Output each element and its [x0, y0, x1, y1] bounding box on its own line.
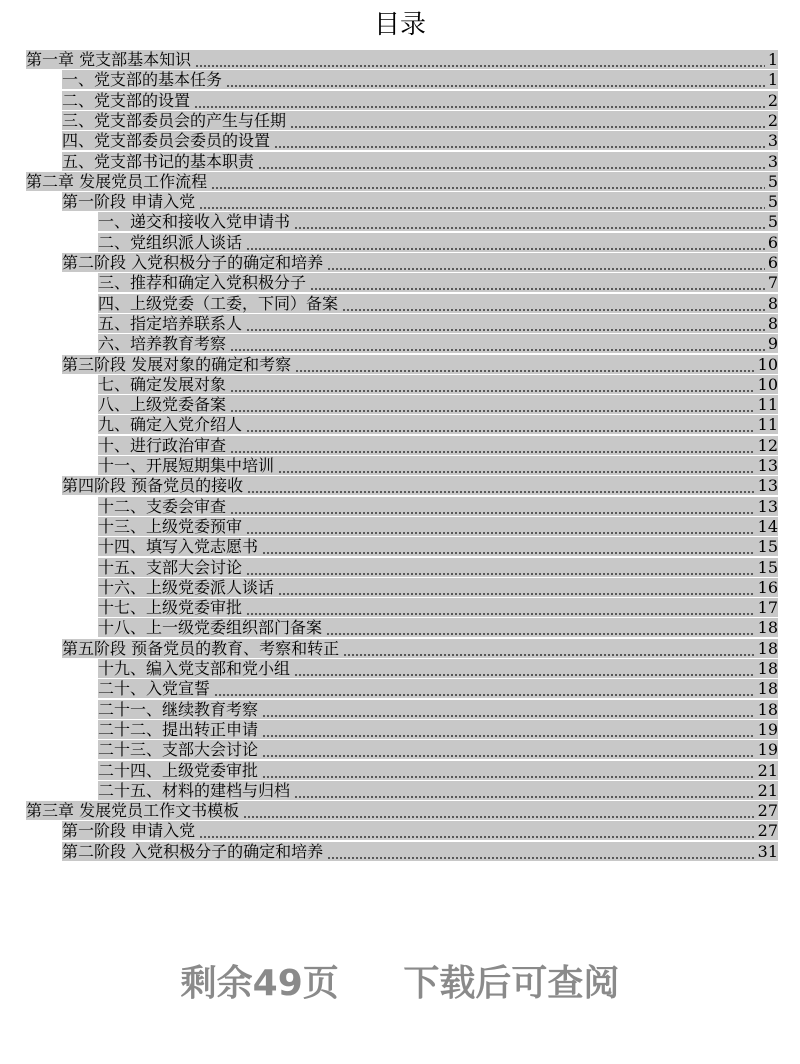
toc-leader-dots — [343, 639, 755, 658]
toc-entry[interactable] — [98, 700, 778, 719]
toc-entry-page-number: 14 — [757, 516, 778, 536]
toc-entry-page-number: 13 — [757, 456, 778, 475]
toc-entry[interactable] — [62, 842, 778, 861]
toc-entry-page-number: 15 — [757, 557, 778, 577]
toc-entry-title: 三、推荐和确定入党积极分子 — [98, 273, 307, 293]
toc-entry-title: 八、上级党委备案 — [98, 395, 227, 415]
toc-entry[interactable] — [98, 334, 778, 353]
toc-entry-title: 十、进行政治审查 — [98, 435, 227, 455]
toc-entry[interactable] — [98, 558, 778, 577]
toc-entry-title: 第五阶段 预备党员的教育、考察和转正 — [62, 638, 340, 658]
toc-leader-dots — [194, 91, 765, 110]
page-title: 目录 — [373, 10, 426, 40]
toc-entry[interactable] — [98, 436, 778, 455]
toc-leader-dots — [230, 497, 755, 516]
toc-entry-page-number: 21 — [757, 780, 778, 800]
toc-leader-dots — [230, 395, 755, 414]
toc-entry[interactable] — [62, 639, 778, 658]
toc-leader-dots — [246, 598, 755, 617]
toc-leader-dots — [246, 233, 765, 252]
toc-leader-dots — [246, 517, 755, 536]
toc-entry[interactable] — [26, 801, 778, 820]
toc-entry[interactable] — [62, 70, 778, 89]
toc-entry[interactable] — [62, 131, 778, 150]
toc-entry[interactable] — [98, 294, 778, 313]
toc-entry-page-number: 18 — [757, 679, 778, 699]
toc-entry[interactable] — [62, 111, 778, 130]
toc-entry[interactable] — [98, 233, 778, 252]
toc-entry[interactable] — [98, 781, 778, 800]
toc-entry-title: 二十二、提出转正申请 — [98, 719, 259, 739]
toc-entry-page-number: 3 — [767, 131, 778, 151]
toc-entry-page-number: 11 — [757, 415, 778, 435]
toc-leader-dots — [262, 537, 755, 556]
toc-entry[interactable] — [98, 537, 778, 556]
toc-entry[interactable] — [98, 273, 778, 292]
toc-entry-title: 一、递交和接收入党申请书 — [98, 212, 291, 232]
toc-entry-title: 二十五、材料的建档与归档 — [98, 780, 291, 800]
toc-entry-title: 第一章 党支部基本知识 — [26, 50, 192, 69]
toc-leader-dots — [262, 720, 755, 739]
toc-entry-title: 九、确定入党介绍人 — [98, 415, 243, 435]
toc-entry-title: 十五、支部大会讨论 — [98, 557, 243, 577]
remaining-pages-text: 剩余49页 — [180, 963, 339, 1004]
toc-entry-page-number: 18 — [757, 638, 778, 658]
toc-entry-page-number: 12 — [757, 435, 778, 455]
toc-entry-page-number: 8 — [767, 293, 778, 313]
toc-leader-dots — [278, 456, 755, 475]
toc-entry-page-number: 8 — [767, 313, 778, 333]
toc-entry-page-number: 18 — [757, 659, 778, 678]
download-to-view-text: 下载后可查阅 — [403, 963, 620, 1004]
toc-leader-dots — [247, 476, 755, 495]
toc-entry[interactable] — [98, 659, 778, 678]
toc-leader-dots — [243, 801, 755, 820]
toc-entry-title: 第一阶段 申请入党 — [62, 821, 196, 841]
toc-entry-title: 十六、上级党委派人谈话 — [98, 577, 275, 597]
toc-entry-page-number: 1 — [767, 70, 778, 90]
toc-entry-page-number: 19 — [757, 719, 778, 739]
toc-entry-page-number: 6 — [767, 253, 778, 272]
toc-leader-dots — [274, 131, 765, 150]
toc-entry-page-number: 2 — [767, 110, 778, 130]
toc-leader-dots — [199, 192, 765, 211]
toc-entry[interactable] — [62, 91, 778, 110]
toc-entry[interactable] — [62, 476, 778, 495]
toc-entry-title: 三、党支部委员会的产生与任期 — [62, 110, 287, 130]
toc-entry[interactable] — [98, 720, 778, 739]
toc-entry-title: 十三、上级党委预审 — [98, 516, 243, 536]
toc-entry-title: 十九、编入党支部和党小组 — [98, 659, 291, 678]
toc-entry[interactable] — [98, 375, 778, 394]
toc-entry-title: 第四阶段 预备党员的接收 — [62, 476, 244, 496]
toc-leader-dots — [294, 212, 765, 231]
toc-leader-dots — [342, 294, 765, 313]
toc-entry-page-number: 10 — [757, 374, 778, 394]
toc-entry[interactable] — [26, 172, 778, 191]
toc-entry-page-number: 18 — [757, 618, 778, 638]
toc-entry-title: 五、党支部书记的基本职责 — [62, 151, 255, 171]
toc-leader-dots — [246, 314, 765, 333]
toc-entry[interactable] — [98, 740, 778, 759]
toc-entry-title: 第一阶段 申请入党 — [62, 192, 196, 212]
toc-leader-dots — [226, 70, 765, 89]
toc-leader-dots — [246, 415, 755, 434]
toc-entry-title: 六、培养教育考察 — [98, 334, 227, 354]
toc-entry-title: 四、党支部委员会委员的设置 — [62, 131, 271, 151]
toc-entry-page-number: 18 — [757, 699, 778, 719]
toc-leader-dots — [294, 781, 755, 800]
toc-leader-dots — [195, 50, 765, 69]
toc-leader-dots — [294, 659, 755, 678]
toc-leader-dots — [258, 152, 765, 171]
toc-entry-title: 二、党组织派人谈话 — [98, 232, 243, 252]
toc-leader-dots — [262, 700, 755, 719]
toc-leader-dots — [310, 273, 765, 292]
toc-leader-dots — [327, 842, 755, 861]
toc-leader-dots — [262, 740, 755, 759]
toc-entry-page-number: 11 — [757, 395, 778, 415]
toc-leader-dots — [214, 679, 755, 698]
toc-entry-title: 二十一、继续教育考察 — [98, 699, 259, 719]
toc-entry-page-number: 31 — [757, 841, 778, 861]
toc-leader-dots — [326, 618, 755, 637]
toc-entry-title: 十七、上级党委审批 — [98, 598, 243, 618]
toc-entry-title: 第三章 发展党员工作文书模板 — [26, 801, 240, 821]
toc-entry[interactable] — [62, 253, 778, 272]
toc-entry[interactable] — [62, 152, 778, 171]
toc-leader-dots — [211, 172, 765, 191]
toc-entry[interactable] — [98, 598, 778, 617]
toc-entry[interactable] — [98, 314, 778, 333]
toc-entry-page-number: 10 — [757, 354, 778, 374]
toc-entry-page-number: 5 — [767, 212, 778, 232]
toc-entry-title: 第二阶段 入党积极分子的确定和培养 — [62, 253, 324, 272]
toc-entry-title: 十四、填写入党志愿书 — [98, 537, 259, 557]
toc-leader-dots — [278, 578, 755, 597]
toc-entry-page-number: 9 — [767, 334, 778, 354]
toc-entry-title: 十二、支委会审查 — [98, 496, 227, 516]
toc-entry[interactable] — [98, 415, 778, 434]
toc-entry[interactable] — [98, 618, 778, 637]
toc-entry-page-number: 2 — [767, 90, 778, 110]
toc-entry-page-number: 17 — [757, 598, 778, 618]
toc-leader-dots — [290, 111, 765, 130]
toc-entry[interactable] — [98, 517, 778, 536]
toc-entry-page-number: 15 — [757, 537, 778, 557]
toc-entry-page-number: 27 — [757, 801, 778, 821]
toc-entry-title: 一、党支部的基本任务 — [62, 70, 223, 90]
toc-entry[interactable] — [98, 761, 778, 780]
toc-leader-dots — [230, 375, 755, 394]
toc-entry[interactable] — [98, 679, 778, 698]
toc-entry[interactable] — [62, 355, 778, 374]
toc-entry[interactable] — [98, 395, 778, 414]
download-notice[interactable] — [0, 960, 800, 1008]
toc-leader-dots — [295, 355, 755, 374]
toc-entry[interactable] — [98, 212, 778, 231]
toc-entry[interactable] — [26, 50, 778, 69]
toc-entry-page-number: 16 — [757, 577, 778, 597]
toc-leader-dots — [246, 558, 755, 577]
toc-leader-dots — [262, 761, 755, 780]
toc-entry-title: 十八、上一级党委组织部门备案 — [98, 618, 323, 638]
toc-entry[interactable] — [98, 578, 778, 597]
toc-entry[interactable] — [62, 192, 778, 211]
toc-entry[interactable] — [98, 456, 778, 475]
toc-entry-title: 二、党支部的设置 — [62, 90, 191, 110]
toc-entry-title: 第二章 发展党员工作流程 — [26, 171, 208, 191]
toc-entry-title: 二十三、支部大会讨论 — [98, 740, 259, 760]
toc-entry[interactable] — [62, 821, 778, 840]
toc-entry-title: 七、确定发展对象 — [98, 374, 227, 394]
toc-entry-page-number: 1 — [767, 50, 778, 69]
toc-entry-page-number: 6 — [767, 232, 778, 252]
toc-leader-dots — [199, 821, 755, 840]
toc-entry-title: 第二阶段 入党积极分子的确定和培养 — [62, 841, 324, 861]
toc-entry[interactable] — [98, 497, 778, 516]
toc-entry-title: 五、指定培养联系人 — [98, 313, 243, 333]
toc-entry-page-number: 13 — [757, 496, 778, 516]
toc-leader-dots — [230, 436, 755, 455]
toc-entry-page-number: 27 — [757, 821, 778, 841]
toc-entry-page-number: 5 — [767, 171, 778, 191]
toc-entry-title: 第三阶段 发展对象的确定和考察 — [62, 354, 292, 374]
toc-entry-title: 四、上级党委（工委，下同）备案 — [98, 293, 339, 313]
toc-entry-page-number: 13 — [757, 476, 778, 496]
toc-entry-page-number: 3 — [767, 151, 778, 171]
toc-entry-page-number: 5 — [767, 192, 778, 212]
toc-entry-title: 二十、入党宣誓 — [98, 679, 211, 699]
toc-entry-title: 十一、开展短期集中培训 — [98, 456, 275, 475]
toc-entry-title: 二十四、上级党委审批 — [98, 760, 259, 780]
toc-leader-dots — [230, 334, 765, 353]
toc-entry-page-number: 7 — [767, 273, 778, 293]
toc-leader-dots — [327, 253, 765, 272]
toc-entry-page-number: 19 — [757, 740, 778, 760]
toc-entry-page-number: 21 — [757, 760, 778, 780]
